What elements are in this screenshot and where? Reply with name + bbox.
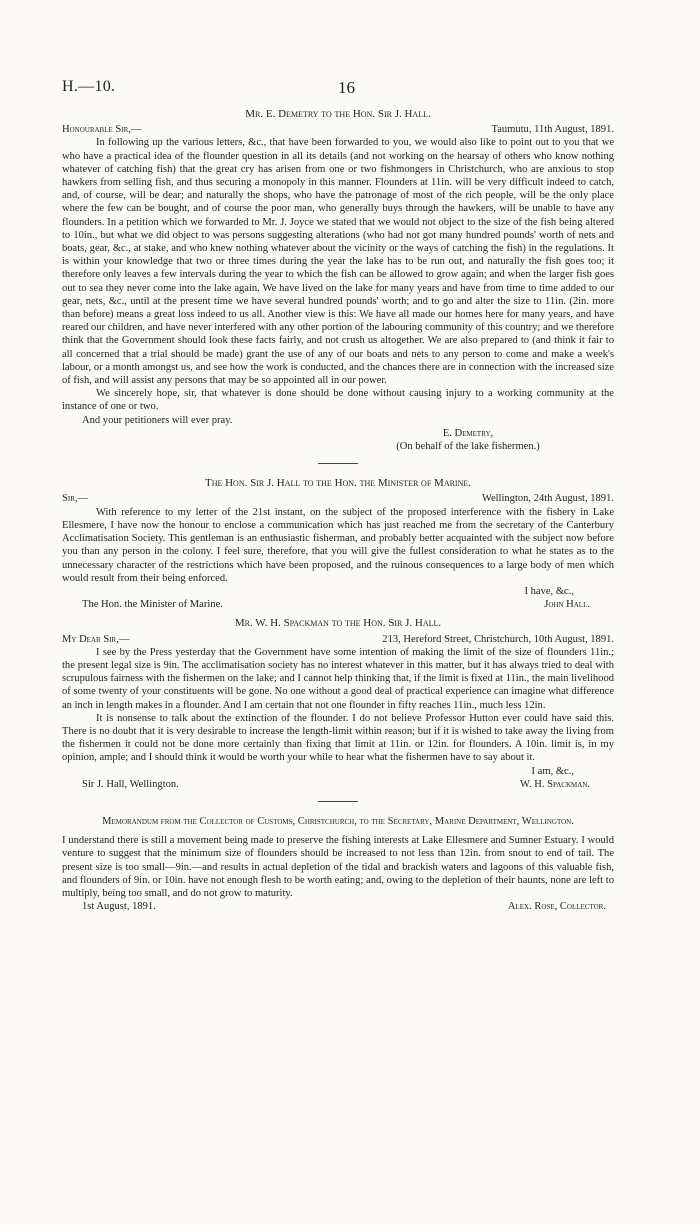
salutation-line [62, 492, 614, 505]
letter-title: The Hon. Sir J. Hall to the Hon. the Minister of Marine. [204, 477, 472, 490]
closing: And your petitioners will ever pray. [82, 414, 233, 426]
place-date: Taumutu, 11th August, 1891. [491, 124, 614, 136]
place-date: 213, Hereford Street, Christchurch, 10th August, 1891. [382, 633, 614, 645]
signature-note: (On behalf of the lake fishermen.) [396, 441, 540, 453]
signature: E. Demetry, [442, 427, 494, 439]
closing: I am, &c., [531, 765, 574, 777]
paragraph: We sincerely hope, sir, that whatever is done should be done without causing injury to a working community at the instance of one or two. [62, 388, 614, 413]
paragraph: In following up the various letters, &c., that have been forwarded to you, we would also like to point out to you that we who have a practical idea of the flounder question in all its details (and not working on the hearsay of others who know nothing whatever of catching fish) that the great cry has arisen from one or two fishmongers in Christchurch, who are anxious to stop hawkers from selling fish, and thus securing a monopoly in this manner. Flounders at 11in. will be very difficult indeed to catch, and, of course, will be dear; and naturally the shops, who have the patronage of most of the rich people, will be the only place where the few can be bought, and of course the poor man, who generally buys through the hawkers, will be unable to have any flounders. In a petition which we forwarded to Mr. J. Joyce we stated that we would not object to the size of the fish being altered to 10in., but what we did object to was persons suggesting alterations (who had not got many hundred pounds' worth of nets and boats, gear, &c., at stake, and who knew nothing whatever about the vicinity or the ways of catching the fish) in the regulations. It is within your knowledge that two or three times during the year the lake has to be run out, and naturally the fish goes too; it therefore only leaves a few intervals during the year to which the fish can be allowed to grow again; and when the larger fish goes out to sea they never come into the lake again. We have lived on the lake for many years and have from time to time added to our gear, nets, &c., until at the present time we have several hundred pounds' worth; and to go and alter the size to 11in. (2in. more than before) means a great loss indeed to us all. Another view is this: We have all made our homes here for many years, and have reared our children, and have never interfered with any other portion of the labouring community of this country; and we therefore think that the Government should look these facts fairly, and not crush us altogether. We are also prepared to (and think it fair to all concerned that a trial should be made) grant the use of any of our boats and nets to any person to come and make a week's labour, or a month amongst us, and see how the work is conducted, and the chances there are in connection with the increased size of fish, and will assist any persons that may be so appointed all in our power. [62, 137, 614, 387]
salutation: Sir,— [62, 493, 89, 505]
memo-title: Memorandum from the Collector of Customs, Christchurch, to the Secretary, Marine Department, Wellington. [102, 815, 574, 827]
memo-date: 1st August, 1891. [82, 901, 156, 913]
divider [318, 463, 358, 464]
paragraph: It is nonsense to talk about the extinction of the flounder. I do not believe Professor Hutton ever could have said this. There is no doubt that it is very desirable to increase the length-limit within reason; but if it is wished to take away the living from the fishermen it could not be done more certainly than fixing that limit at 11in. or 12in. for flounders. A 10in. limit is, in my opinion, ample; and I should think it would be worth your while to hear what the fishermen have to say about it. [62, 712, 614, 764]
signature: John Hall. [544, 599, 590, 611]
signature: Alex. Rose, Collector. [507, 901, 606, 913]
paragraph: With reference to my letter of the 21st instant, on the subject of the proposed interference with the fishery in Lake Ellesmere, I have now the honour to enclose a communication which has just reached me from the secretary of the Canterbury Acclimatisation Society. This gentleman is an enthusiastic fisherman, and probably better acquainted with the subject now before you than any person in the colony. I feel sure, therefore, that you will give the fullest consideration to what he states as to the unnecessary character of the restrictions which have been proposed, and the ruinous consequences to a large body of men which would result from their being enforced. [62, 506, 614, 584]
letter-title: Mr. E. Demetry to the Hon. Sir J. Hall. [245, 108, 431, 120]
letter-hall [62, 477, 614, 611]
salutation: My Dear Sir,— [62, 633, 130, 645]
salutation-line [62, 633, 614, 646]
salutation-line [62, 123, 614, 136]
place-date: Wellington, 24th August, 1891. [481, 493, 614, 505]
addressee-line [62, 778, 614, 791]
paragraph: I see by the Press yesterday that the Government have some intention of making the limit of the size of flounders 11in.; the present legal size is 9in. The acclimatisation society has no interest whatever in this matter, but it has always tried to deal with scrupulous fairness with the fishermen on the lake; and I cannot help thinking that, if the limit is fixed at 11in., the main livelihood of some twenty of your constituents will be gone. No one without a good deal of practical experience can imagine what difference an inch in length makes in a flounder. And I am certain that not one flounder in fifty reaches 11in., much less 12in. [62, 646, 614, 711]
paragraph: I understand there is still a movement being made to preserve the fishing interests at Lake Ellesmere and Sumner Estuary. I would venture to suggest that the minimum size of flounders should be increased to not less than 12in. from snout to end of tail. The present size is too small—9in.—and results in actual depletion of the tidal and brackish waters and lagoons of this valuable fish, and flounders of 9in. or 10in. have not enough flesh to be worth eating; and, owing to the depletion of their haunts, none are left to multiply, being too small, and do not grow to maturity. [62, 835, 614, 899]
salutation: Honourable Sir,— [62, 124, 142, 136]
memorandum [62, 815, 614, 913]
closing: I have, &c., [524, 585, 574, 597]
addressee: Sir J. Hall, Wellington. [82, 778, 179, 790]
letter-demetry [62, 108, 614, 453]
letter-title: Mr. W. H. Spackman to the Hon. Sir J. Hall. [234, 617, 442, 630]
letter-spackman [62, 617, 614, 791]
divider [318, 801, 358, 802]
addressee: The Hon. the Minister of Marine. [82, 599, 223, 611]
addressee-line [62, 598, 614, 611]
signature: W. H. Spackman. [519, 778, 590, 790]
document-reference: H.—10. [62, 78, 116, 95]
page-number: 16 [338, 78, 355, 97]
date-signature-line [62, 900, 614, 913]
page-content [62, 108, 614, 913]
